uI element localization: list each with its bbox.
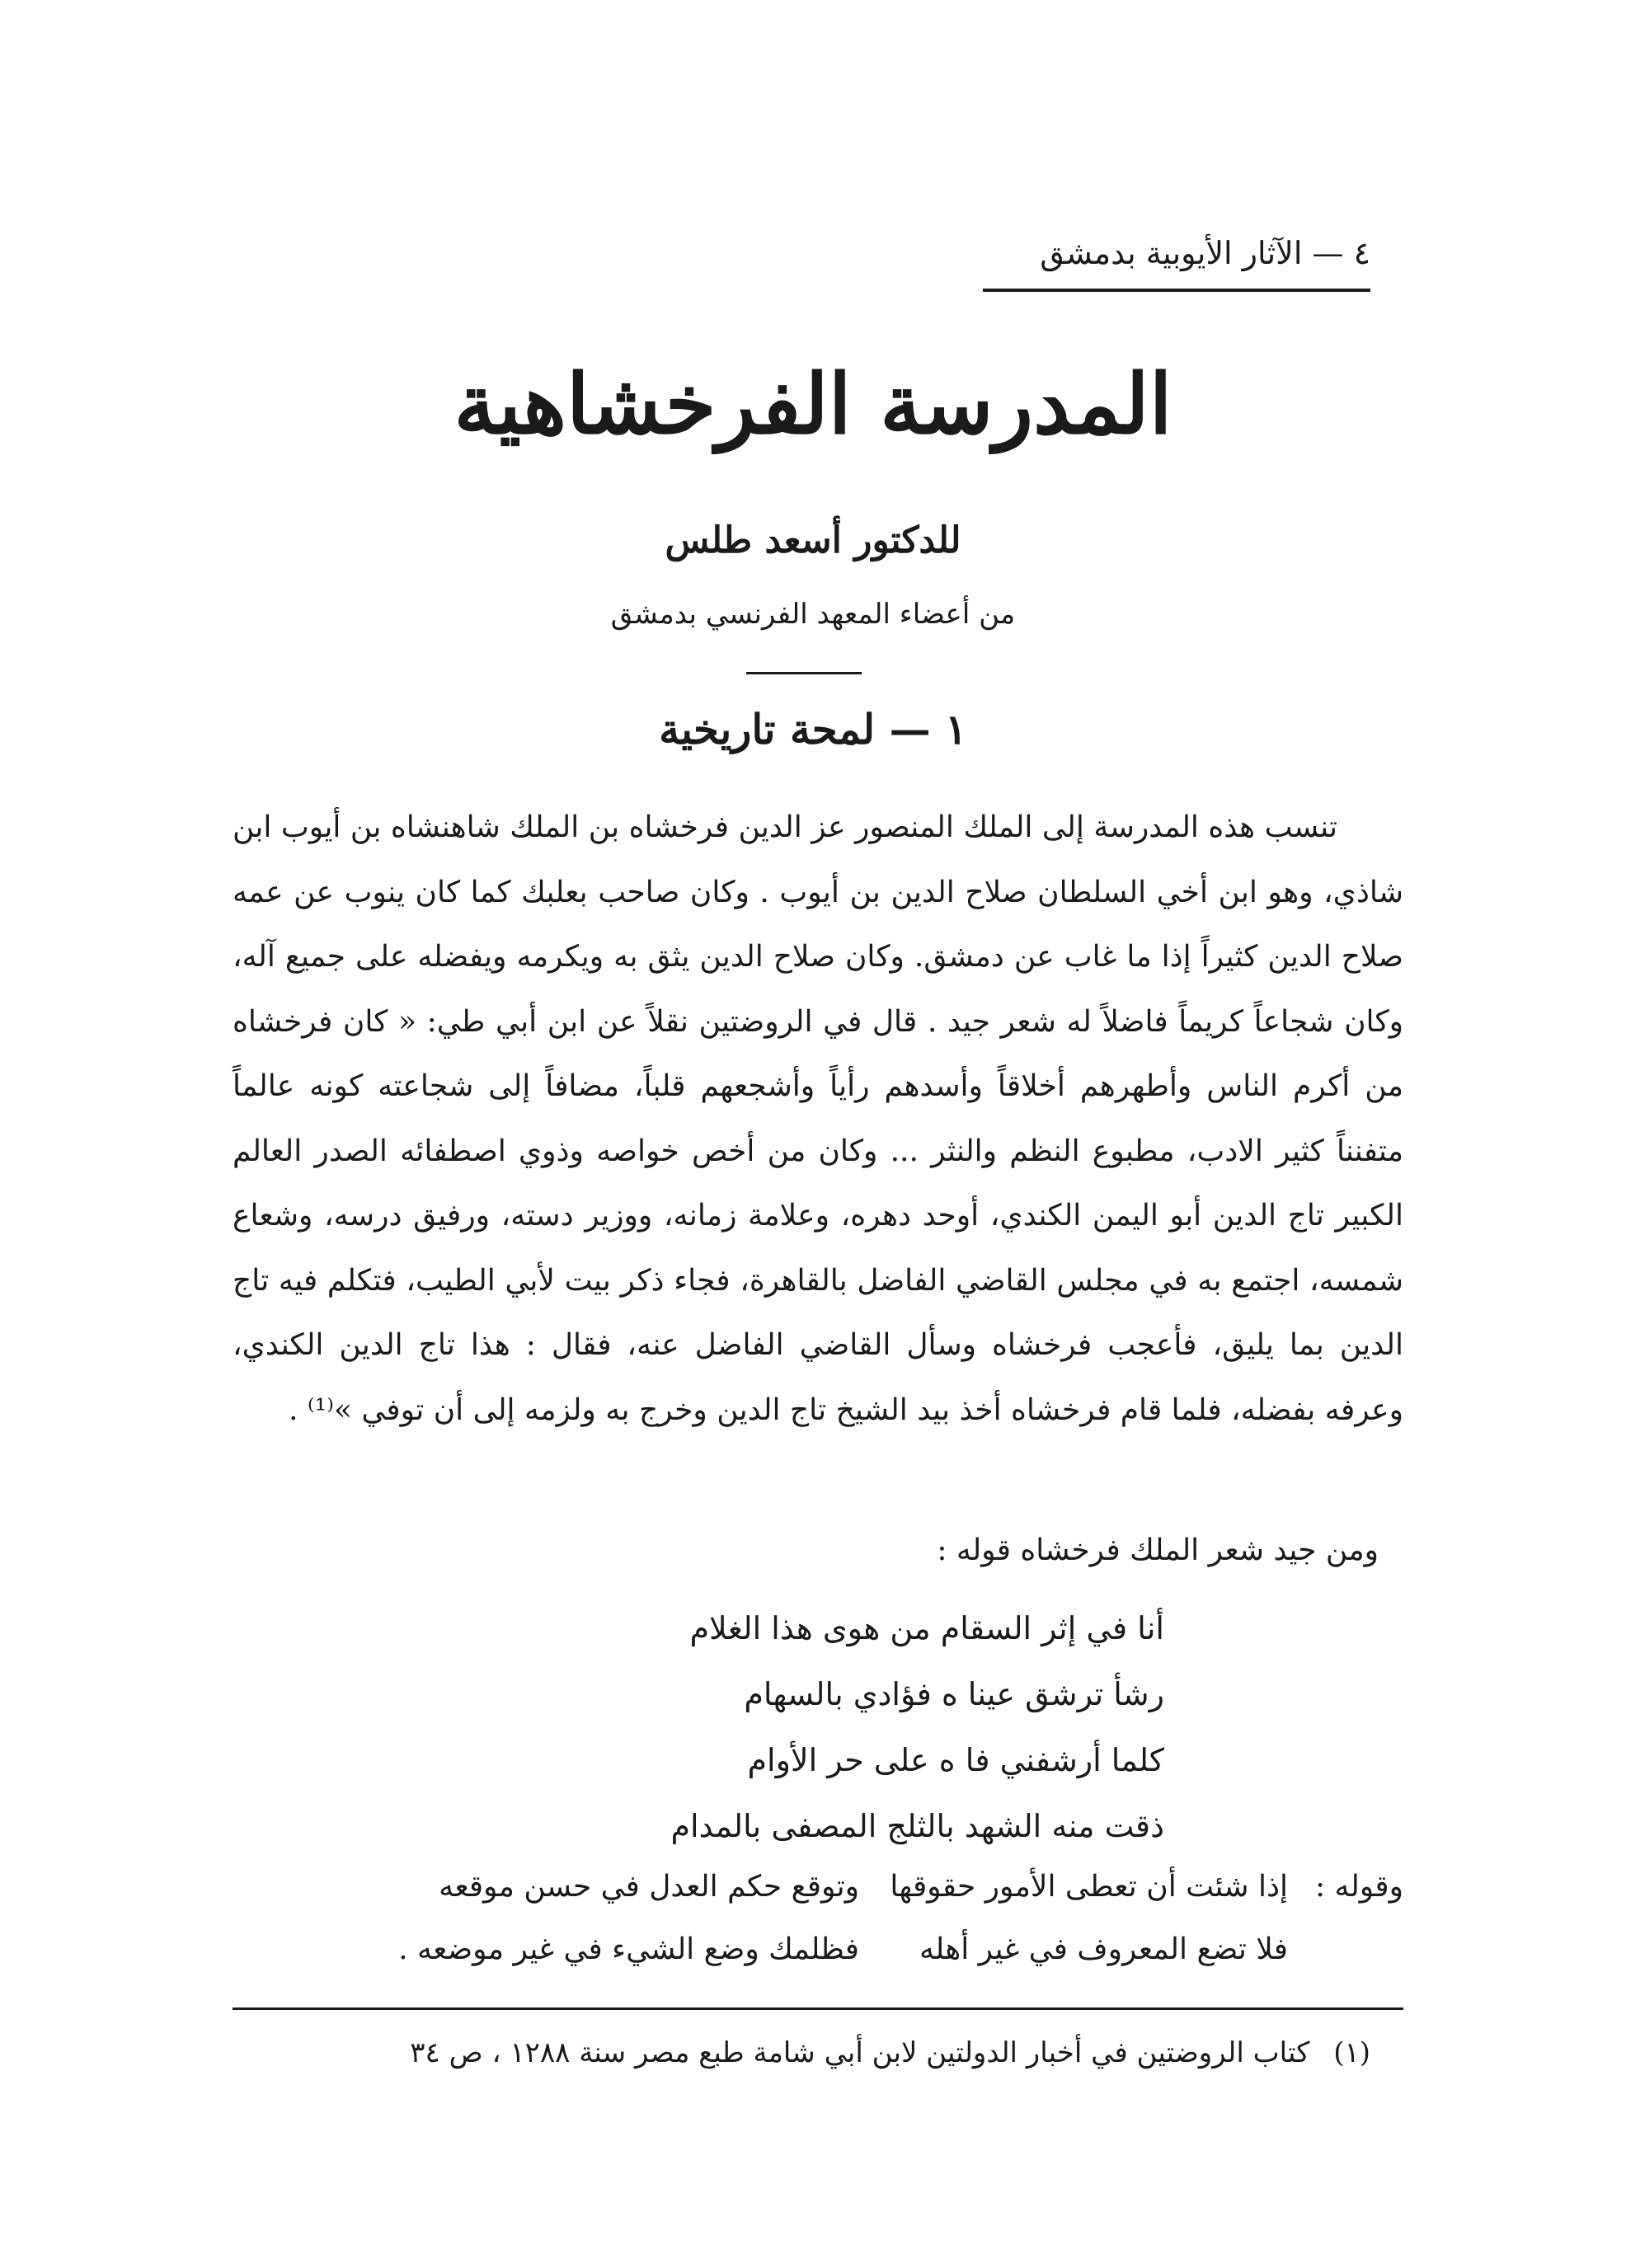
footnote-text: كتاب الروضتين في أخبار الدولتين لابن أبي شامة طبع مصر سنة ١٢٨٨ ، ص ٣٤ [410, 2036, 1310, 2069]
article-title: المدرسة الفرخشاهية [453, 355, 1173, 453]
section-divider [746, 672, 862, 674]
author-affiliation: من أعضاء المعهد الفرنسي بدمشق [610, 598, 1016, 631]
footnote-rule [233, 2007, 1403, 2010]
running-head-rule [983, 289, 1370, 292]
hemistich-first: إذا شئت أن تعطى الأمور حقوقها [890, 1869, 1288, 1904]
hemistich-first: فلا تضع المعروف في غير أهله [919, 1932, 1288, 1966]
poem-line: أنا في إثر السقام من هوى هذا الغلام [689, 1610, 1164, 1646]
body-text [233, 796, 1403, 1443]
verse-row [233, 1855, 1403, 1918]
footnote-marker: (١) [1333, 2036, 1370, 2069]
verse-row [233, 1918, 1403, 1980]
author-line: للدكتور أسعد طلس [665, 519, 961, 561]
poem-line: ذقت منه الشهد بالثلج المصفى بالمدام [670, 1808, 1164, 1844]
section-heading: ١ — لمحة تاريخية [659, 705, 967, 754]
poem-line: رشأ ترشق عينا ه فؤادي بالسهام [744, 1676, 1164, 1712]
footnote [410, 2036, 1370, 2069]
poem-first [538, 1595, 1164, 1859]
hemistich-second: وتوقع حكم العدل في حسن موقعه [439, 1869, 859, 1904]
poem-second-label: وقوله : [1314, 1869, 1403, 1904]
body-paragraph: تنسب هذه المدرسة إلى الملك المنصور عز الدين فرخشاه بن الملك شاهنشاه بن أيوب ابن شاذي، وهو ابن أخي السلطان صلاح الدين بن أيوب . وكان صاحب بعلبك كما كان ينوب عن عمه صلاح الدين كثيراً إذا ما غاب عن دمشق. وكان صلاح الدين يثق به ويكرمه ويفضله على جميع آله، وكان شجاعاً كريماً فاضلاً له شعر جيد . قال في الروضتين نقلاً عن ابن أبي طي: « كان فرخشاه من أكرم الناس وأطهرهم أخلاقاً وأسدهم رأياً وأشجعهم قلباً، مضافاً إلى شجاعته كونه عالماً متفنناً كثير الادب، مطبوع النظم والنثر ... وكان من أخص خواصه وذوي اصطفائه الصدر العالم الكبير تاج الدين أبو اليمن الكندي، أوحد دهره، وعلامة زمانه، ووزير دسته، ورفيق درسه، وشعاع شمسه، اجتمع به في مجلس القاضي الفاضل بالقاهرة، فجاء ذكر بيت لأبي الطيب، فتكلم فيه تاج الدين بما يليق، فأعجب فرخشاه وسأل القاضي الفاضل عنه، فقال : هذا تاج الدين الكندي، وعرفه بفضله، فلما قام فرخشاه أخذ بيد الشيخ تاج الدين وخرج به ولزمه إلى أن توفي »⁽¹⁾ . [233, 810, 1403, 1427]
poem-second [233, 1855, 1403, 1980]
poem-line: كلما أرشفني فا ه على حر الأوام [747, 1742, 1164, 1778]
poem-intro: ومن جيد شعر الملك فرخشاه قوله : [937, 1533, 1379, 1567]
running-head: ٤ — الآثار الأيوبية بدمشق [1040, 235, 1370, 271]
hemistich-second: فظلمك وضع الشيء في غير موضعه . [398, 1932, 859, 1966]
